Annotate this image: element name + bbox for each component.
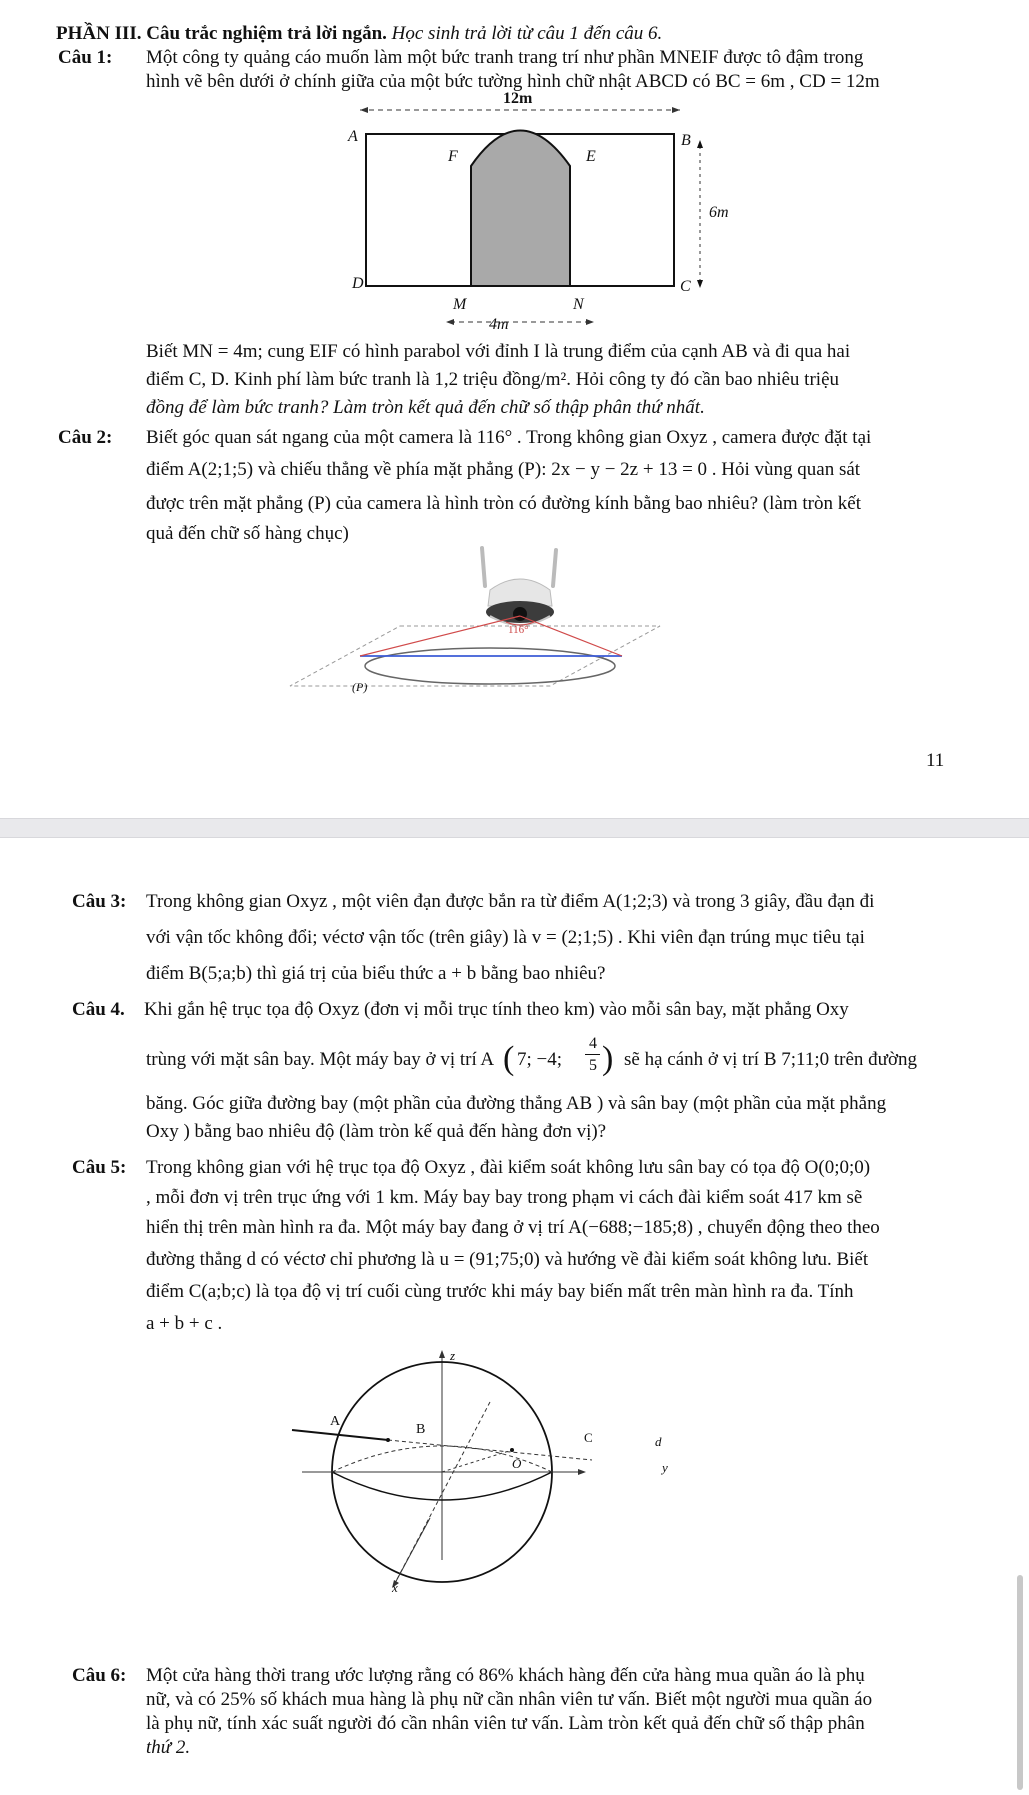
- q1-line-5: đồng để làm bức tranh? Làm tròn kết quả đến chữ số thập phân thứ nhất.: [146, 397, 705, 418]
- q1-label: Câu 1:: [58, 47, 113, 68]
- q6-label: Câu 6:: [72, 1665, 127, 1686]
- q4-label: Câu 4.: [72, 999, 125, 1020]
- q4-line-1: Khi gắn hệ trục tọa độ Oxyz (đơn vị mỗi trục tính theo km) vào mỗi sân bay, mặt phẳng Oxy: [144, 999, 849, 1020]
- q1-fig-E: E: [586, 148, 596, 165]
- q2-angle-label: 116°: [508, 624, 529, 636]
- page-2: [0, 838, 1029, 1795]
- q2-label: Câu 2:: [58, 427, 113, 448]
- q4-coord: 7; −4;: [517, 1049, 563, 1070]
- q1-fig-F: F: [448, 148, 458, 165]
- page-number: 11: [926, 750, 945, 771]
- q4-frac-den: 5: [589, 1057, 597, 1074]
- q4-frac-num: 4: [589, 1035, 597, 1052]
- q4-line-4: Oxy ) bằng bao nhiêu độ (làm tròn kế quả đến hàng đơn vị)?: [146, 1121, 607, 1142]
- q1-fig-bottom-length: 4m: [489, 316, 509, 333]
- part-title-bold: PHẦN III. Câu trắc nghiệm trả lời ngắn.: [56, 23, 387, 44]
- q5-label: Câu 5:: [72, 1157, 127, 1178]
- q1-fig-A: A: [348, 128, 358, 145]
- q4-line-2a: trùng với mặt sân bay. Một máy bay ở vị trí A: [146, 1049, 495, 1070]
- q5-line-4: đường thẳng d có véctơ chỉ phương là u = (91;75;0) và hướng về đài kiểm soát không lưu. Biết: [146, 1249, 869, 1270]
- q4-line-3: băng. Góc giữa đường bay (một phần của đường thẳng AB ) và sân bay (một phần của mặt phẳng: [146, 1093, 887, 1114]
- q5-line-6: a + b + c .: [146, 1313, 223, 1334]
- q1-fig-B: B: [681, 132, 691, 149]
- q2-plane-label: (P): [352, 680, 368, 694]
- q4-paren-right: ): [602, 1040, 614, 1077]
- q3-line-3: điểm B(5;a;b) thì giá trị của biểu thức a + b bằng bao nhiêu?: [146, 963, 606, 984]
- q3-label: Câu 3:: [72, 891, 127, 912]
- q1-fig-M: M: [453, 296, 467, 313]
- q2-line-4: quả đến chữ số hàng chục): [146, 523, 349, 544]
- q2-line-3: được trên mặt phẳng (P) của camera là hình tròn có đường kính bằng bao nhiêu? (làm tròn kết: [146, 493, 861, 514]
- q4-line-2b: sẽ hạ cánh ở vị trí B 7;11;0 trên đường: [624, 1049, 917, 1070]
- q6-line-1: Một cửa hàng thời trang ước lượng rằng có 86% khách hàng đến cửa hàng mua quần áo là phụ: [146, 1665, 865, 1686]
- q1-fig-D: D: [352, 275, 364, 292]
- q6-line-3: là phụ nữ, tính xác suất người đó cần nhân viên tư vấn. Làm tròn kết quả đến chữ số thập phân: [146, 1713, 865, 1734]
- q1-fig-N: N: [573, 296, 584, 313]
- q1-line-1: Một công ty quảng cáo muốn làm một bức tranh trang trí như phần MNEIF được tô đậm trong: [146, 47, 864, 68]
- q1-line-2: hình vẽ bên dưới ở chính giữa của một bức tường hình chữ nhật ABCD có BC = 6m , CD = 12m: [146, 71, 880, 92]
- q5-fig-y: y: [662, 1460, 668, 1475]
- q5-fig-B: B: [416, 1422, 426, 1437]
- scrollbar-thumb[interactable]: [1017, 1575, 1023, 1790]
- q5-fig-C: C: [584, 1430, 593, 1445]
- q4-frac-bar: [585, 1054, 600, 1055]
- q2-line-2: điểm A(2;1;5) và chiếu thẳng về phía mặt phẳng (P): 2x − y − 2z + 13 = 0 . Hỏi vùng quan sát: [146, 459, 861, 480]
- q3-line-1: Trong không gian Oxyz , một viên đạn được bắn ra từ điểm A(1;2;3) và trong 3 giây, đầu đạn đi: [146, 891, 875, 912]
- part-title: [56, 22, 662, 46]
- q5-line-1: Trong không gian với hệ trục tọa độ Oxyz , đài kiểm soát không lưu sân bay có tọa độ O(0;0;0): [146, 1157, 871, 1178]
- page-1: [0, 0, 1029, 818]
- q3-line-2: với vận tốc không đổi; véctơ vận tốc (trên giây) là v = (2;1;5) . Khi viên đạn trúng mục tiêu tại: [146, 927, 865, 948]
- q5-fig-z: z: [450, 1348, 456, 1363]
- q5-fig-x: x: [392, 1580, 398, 1595]
- q2-camera-figure: [330, 546, 670, 706]
- q1-line-3: Biết MN = 4m; cung EIF có hình parabol với đỉnh I là trung điểm của cạnh AB và đi qua hai: [146, 341, 851, 362]
- q1-fig-top-length: 12m: [503, 90, 533, 107]
- q5-line-3: hiển thị trên màn hình ra đa. Một máy bay đang ở vị trí A(−688;−185;8) , chuyển động theo theo: [146, 1217, 880, 1238]
- q5-sphere-figure: [322, 1350, 682, 1590]
- q1-fig-side-length: 6m: [709, 204, 729, 221]
- q1-figure: [300, 90, 740, 340]
- q5-fig-d: d: [655, 1434, 662, 1449]
- q6-line-4: thứ 2.: [146, 1737, 191, 1758]
- q1-line-4: điểm C, D. Kinh phí làm bức tranh là 1,2 triệu đồng/m². Hỏi công ty đó cần bao nhiêu triệu: [146, 369, 839, 390]
- q1-fig-C: C: [680, 278, 691, 295]
- q4-paren-left: (: [503, 1040, 515, 1077]
- part-title-italic: Học sinh trả lời từ câu 1 đến câu 6.: [391, 23, 663, 44]
- q5-fig-A: A: [330, 1414, 341, 1429]
- q5-line-5: điểm C(a;b;c) là tọa độ vị trí cuối cùng trước khi máy bay biến mất trên màn hình ra đa. Tính: [146, 1281, 854, 1302]
- q6-line-2: nữ, và có 25% số khách mua hàng là phụ nữ cần nhân viên tư vấn. Biết một người mua quần áo: [146, 1689, 873, 1710]
- page-gap: [0, 818, 1029, 838]
- q5-fig-O: O: [512, 1456, 522, 1471]
- q2-line-1: Biết góc quan sát ngang của một camera là 116° . Trong không gian Oxyz , camera được đặt tại: [146, 427, 872, 448]
- q5-line-2: , mỗi đơn vị trên trục ứng với 1 km. Máy bay bay trong phạm vi cách đài kiểm soát 417 km sẽ: [146, 1187, 863, 1208]
